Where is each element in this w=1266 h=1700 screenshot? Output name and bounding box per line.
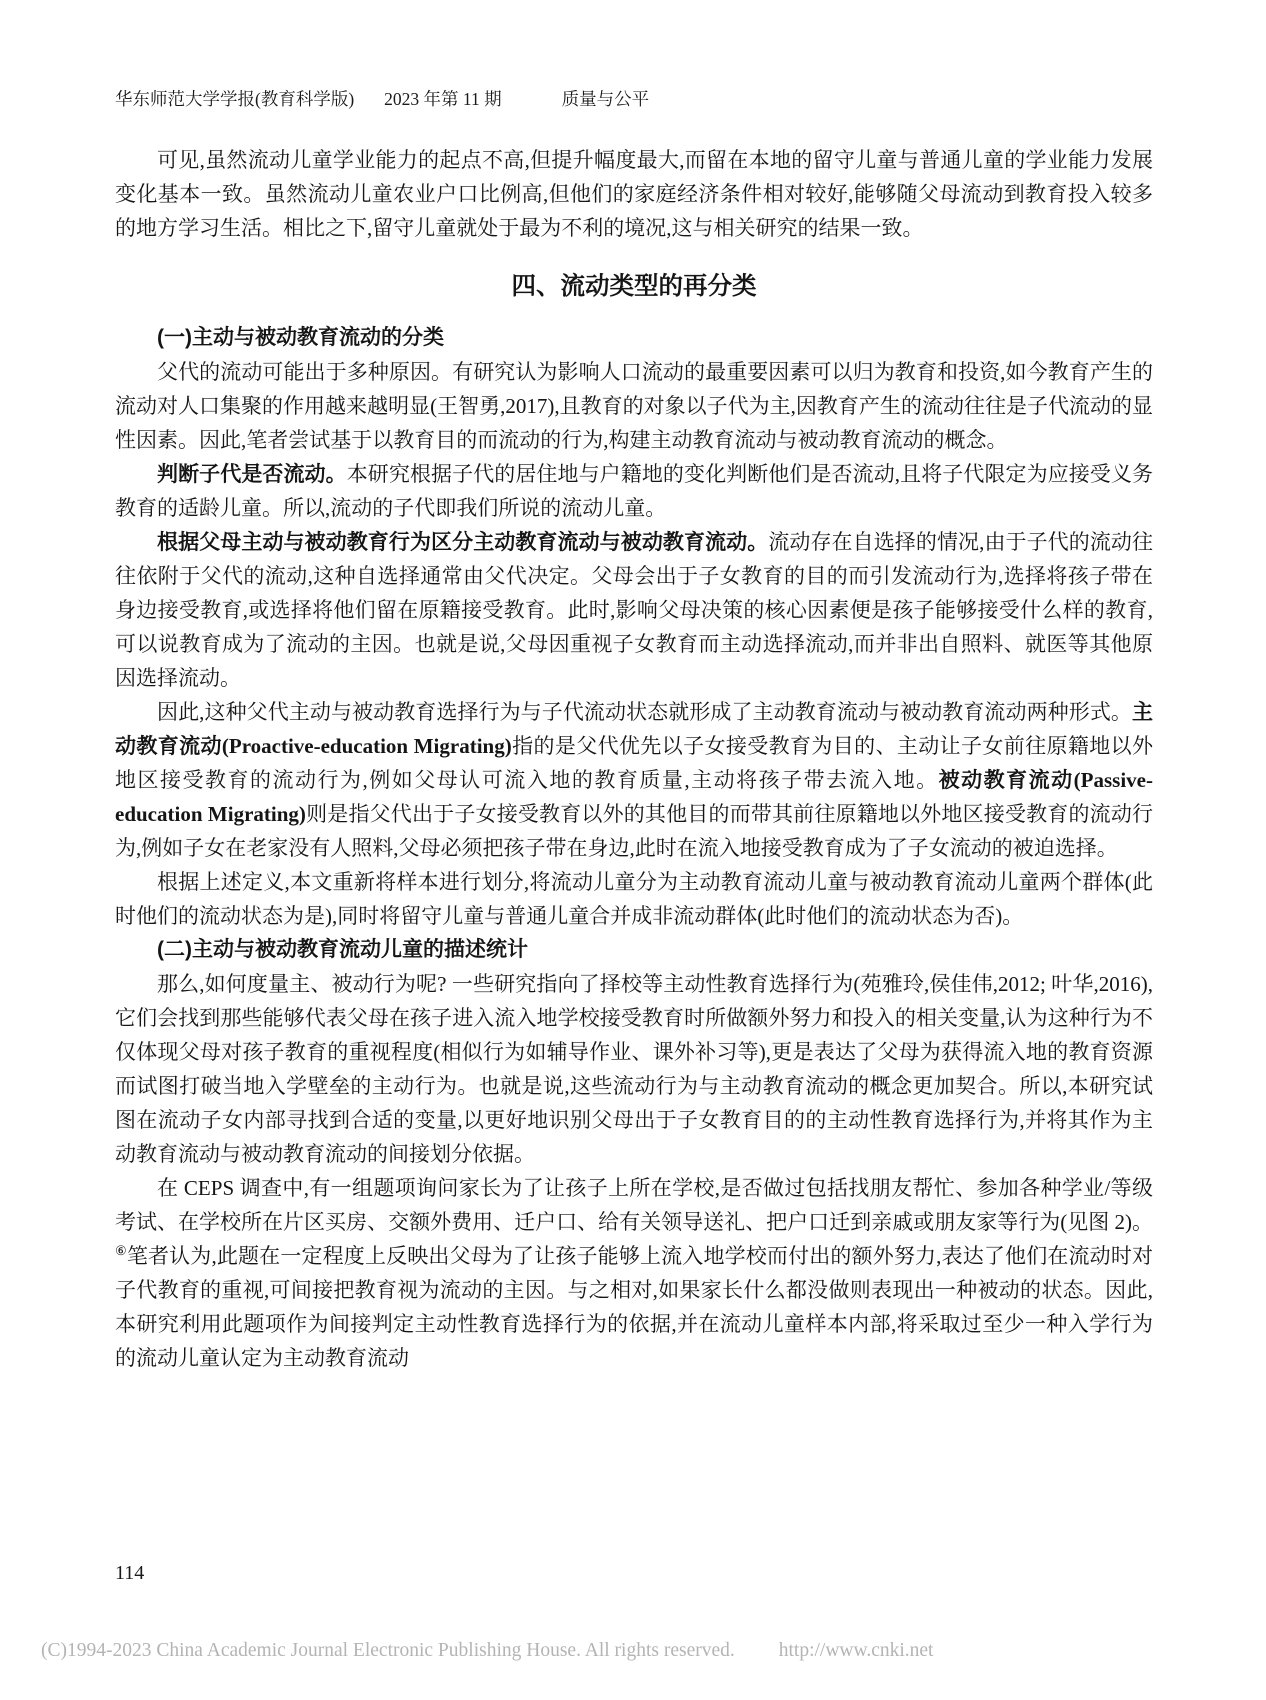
copyright-text: (C)1994-2023 China Academic Journal Electronic Publishing House. All rights reserved. xyxy=(41,1640,735,1661)
article-body xyxy=(115,143,1153,1375)
page-number: 114 xyxy=(115,1562,145,1584)
footnote-marker: ⑥ xyxy=(115,1243,127,1258)
copyright-footer xyxy=(41,1640,933,1662)
running-header xyxy=(115,86,1152,111)
paragraph: 判断子代是否流动。本研究根据子代的居住地与户籍地的变化判断他们是否流动,且将子代限定为应接受义务教育的适龄儿童。所以,流动的子代即我们所说的流动儿童。 xyxy=(115,462,1153,520)
paragraph: 因此,这种父代主动与被动教育选择行为与子代流动状态就形成了主动教育流动与被动教育流动两种形式。主动教育流动(Proactive-education Migrating)指的是父代优先以子女接受教育为目的、主动让子女前往原籍地以外地区接受教育的流动行为,例如父母认可流入地的教育质量,主动将孩子带去流入地。被动教育流动(Passive-education Migrating)则是指父代出于子女接受教育以外的其他目的而带其前往原籍地以外地区接受教育的流动行为,例如子女在老家没有人照料,父母必须把孩子带在身边,此时在流入地接受教育成为了子女流动的被迫选择。 xyxy=(115,700,1154,860)
subsection-heading: (一)主动与被动教育流动的分类 xyxy=(157,326,444,349)
subsection-heading: (二)主动与被动教育流动儿童的描述统计 xyxy=(157,938,528,961)
column-title: 质量与公平 xyxy=(561,89,650,109)
paragraph: 根据父母主动与被动教育行为区分主动教育流动与被动教育流动。流动存在自选择的情况,由于子代的流动往往依附于父代的流动,这种自选择通常由父代决定。父母会出于子女教育的目的而引发流动行为,选择将孩子带在身边接受教育,或选择将他们留在原籍接受教育。此时,影响父母决策的核心因素便是孩子能够接受什么样的教育,可以说教育成为了流动的主因。也就是说,父母因重视子女教育而主动选择流动,而并非出自照料、就医等其他原因选择流动。 xyxy=(115,530,1153,690)
paragraph: 在 CEPS 调查中,有一组题项询问家长为了让孩子上所在学校,是否做过包括找朋友帮忙、参加各种学业/等级考试、在学校所在片区买房、交额外费用、迁户口、给有关领导送礼、把户口迁到亲戚或朋友家等行为(见图 2)。⑥笔者认为,此题在一定程度上反映出父母为了让孩子能够上流入地学校而付出的额外努力,表达了他们在流动时对子代教育的重视,可间接把教育视为流动的主因。与之相对,如果家长什么都没做则表现出一种被动的状态。因此,本研究利用此题项作为间接判定主动性教育选择行为的依据,并在流动儿童样本内部,将采取过至少一种入学行为的流动儿童认定为主动教育流动 xyxy=(115,1176,1153,1370)
paragraph: 父代的流动可能出于多种原因。有研究认为影响人口流动的最重要因素可以归为教育和投资,如今教育产生的流动对人口集聚的作用越来越明显(王智勇,2017),且教育的对象以子代为主,因教育产生的流动往往是子代流动的显性因素。因此,笔者尝试基于以教育目的而流动的行为,构建主动教育流动与被动教育流动的概念。 xyxy=(115,360,1153,452)
journal-title: 华东师范大学学报(教育科学版) xyxy=(115,89,355,109)
paragraph: 根据上述定义,本文重新将样本进行划分,将流动儿童分为主动教育流动儿童与被动教育流动儿童两个群体(此时他们的流动状态为是),同时将留守儿童与普通儿童合并成非流动群体(此时他们的流动状态为否)。 xyxy=(115,870,1153,928)
publisher-url: http://www.cnki.net xyxy=(778,1640,934,1661)
section-heading: 四、流动类型的再分类 xyxy=(511,273,757,300)
issue-info: 2023 年第 11 期 xyxy=(384,89,502,109)
paragraph: 可见,虽然流动儿童学业能力的起点不高,但提升幅度最大,而留在本地的留守儿童与普通儿童的学业能力发展变化基本一致。虽然流动儿童农业户口比例高,但他们的家庭经济条件相对较好,能够随父母流动到教育投入较多的地方学习生活。相比之下,留守儿童就处于最为不利的境况,这与相关研究的结果一致。 xyxy=(115,148,1153,240)
paragraph: 那么,如何度量主、被动行为呢? 一些研究指向了择校等主动性教育选择行为(苑雅玲,侯佳伟,2012; 叶华,2016),它们会找到那些能够代表父母在孩子进入流入地学校接受教育时所做额外努力和投入的相关变量,认为这种行为不仅体现父母对孩子教育的重视程度(相似行为如辅导作业、课外补习等),更是表达了父母为获得流入地的教育资源而试图打破当地入学壁垒的主动行为。也就是说,这些流动行为与主动教育流动的概念更加契合。所以,本研究试图在流动子女内部寻找到合适的变量,以更好地识别父母出于子女教育目的的主动性教育选择行为,并将其作为主动教育流动与被动教育流动的间接划分依据。 xyxy=(115,972,1153,1166)
